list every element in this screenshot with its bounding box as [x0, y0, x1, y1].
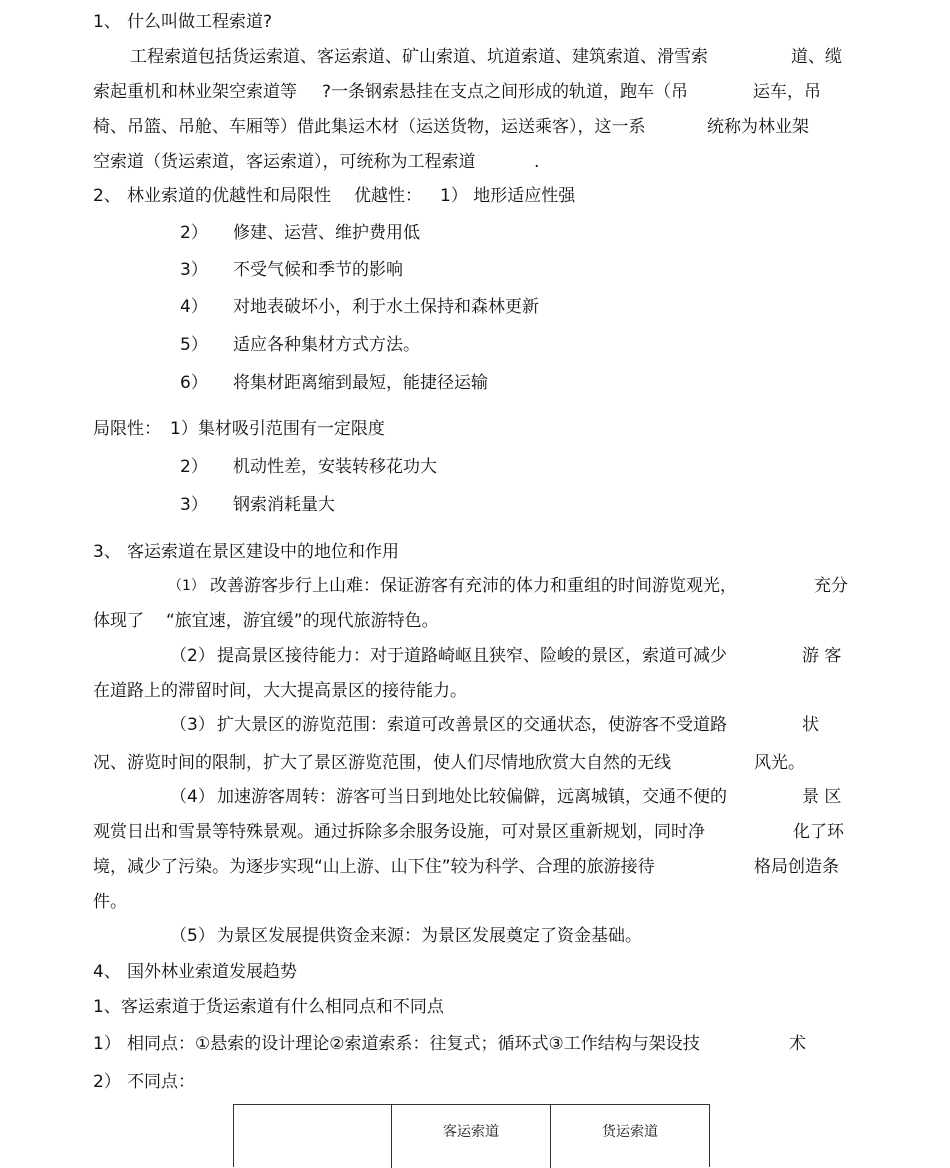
table-header-cell: 客运索道: [392, 1105, 551, 1168]
text-segment: 修建、运营、维护费用低: [233, 223, 420, 243]
text-segment: 2、: [93, 186, 121, 206]
text-segment: 5）: [180, 335, 208, 355]
text-segment: 2）: [180, 223, 208, 243]
text-segment: 1）集材吸引范围有一定限度: [170, 419, 385, 439]
text-segment: 况、游览时间的限制，扩大了景区游览范围，使人们尽情地欣赏大自然的无线: [93, 753, 671, 773]
text-segment: 统称为林业架: [707, 117, 809, 137]
text-segment: 化了环: [793, 822, 844, 842]
text-segment: 空索道（货运索道，客运索道），可统称为工程索道: [93, 152, 476, 172]
text-segment: 相同点：①悬索的设计理论②索道索系：往复式；循环式③工作结构与架设技: [127, 1034, 700, 1054]
text-segment: 对地表破坏小，利于水土保持和森林更新: [233, 297, 539, 317]
text-segment: 2）: [93, 1072, 121, 1092]
text-line: [0, 538, 950, 566]
text-segment: 机动性差，安装转移花功大: [233, 457, 437, 477]
text-segment: 将集材距离缩到最短，能捷径运输: [233, 373, 488, 393]
text-segment: 2）: [180, 457, 208, 477]
text-segment: “旅宜速，游宜缓”的现代旅游特色。: [166, 611, 439, 631]
text-segment: 加速游客周转：游客可当日到地处比较偏僻，远离城镇，交通不便的: [217, 787, 727, 807]
text-line: [0, 783, 950, 811]
text-segment: 1、: [93, 12, 121, 32]
text-segment: 改善游客步行上山难：保证游客有充沛的体力和重组的时间游览观光，: [210, 576, 737, 596]
comparison-table: [233, 1104, 710, 1167]
text-line: [0, 711, 950, 739]
table-header-cell: [234, 1105, 392, 1168]
text-segment: 扩大景区的游览范围：索道可改善景区的交通状态，使游客不受道路: [217, 715, 727, 735]
text-line: [0, 491, 950, 519]
text-segment: 提高景区接待能力：对于道路崎岖且狭窄、险峻的景区，索道可减少: [217, 646, 727, 666]
text-segment: 椅、吊篮、吊舱、车厢等）借此集运木材（运送货物，运送乘客），这一系: [93, 117, 646, 137]
text-segment: 件。: [93, 892, 127, 912]
text-segment: 游 客: [802, 646, 842, 666]
text-segment: 不同点：: [127, 1072, 195, 1092]
text-segment: 3）: [180, 260, 208, 280]
text-segment: 局限性：: [93, 419, 161, 439]
text-line: [0, 8, 950, 36]
text-segment: 林业索道的优越性和局限性: [127, 186, 331, 206]
text-line: [0, 453, 950, 481]
text-segment: （4）: [170, 787, 215, 807]
text-line: [0, 293, 950, 321]
text-segment: 6）: [180, 373, 208, 393]
text-line: [0, 182, 950, 210]
text-line: [0, 369, 950, 397]
text-line: [0, 677, 950, 705]
text-segment: 索起重机和林业架空索道等: [93, 82, 297, 102]
table-header-cell: 货运索道: [602, 1124, 658, 1140]
text-segment: 术: [789, 1034, 806, 1054]
text-segment: 1、客运索道于货运索道有什么相同点和不同点: [93, 997, 444, 1017]
text-segment: 观赏日出和雪景等特殊景观。通过拆除多余服务设施，可对景区重新规划，同时净: [93, 822, 705, 842]
text-segment: 优越性：: [354, 186, 422, 206]
text-segment: 运车，吊: [753, 82, 821, 102]
text-segment: 3）: [180, 495, 208, 515]
text-line: [0, 818, 950, 846]
text-line: [0, 219, 950, 247]
text-segment: 什么叫做工程索道?: [127, 12, 273, 32]
text-segment: 境，减少了污染。为逐步实现“山上游、山下住”较为科学、合理的旅游接待: [93, 857, 655, 877]
text-segment: .: [534, 152, 540, 172]
text-line: [0, 415, 950, 443]
text-segment: 格局创造条: [754, 857, 839, 877]
text-segment: 钢索消耗量大: [233, 495, 335, 515]
text-line: [0, 256, 950, 284]
text-line: [0, 43, 950, 71]
text-line: [0, 1030, 950, 1058]
text-segment: 4、: [93, 962, 121, 982]
text-segment: 国外林业索道发展趋势: [127, 962, 297, 982]
text-segment: 为景区发展提供资金来源：为景区发展奠定了资金基础。: [217, 926, 642, 946]
text-segment: ?一条钢索悬挂在支点之间形成的轨道，跑车（吊: [322, 82, 689, 102]
text-segment: 4）: [180, 297, 208, 317]
text-segment: 不受气候和季节的影响: [233, 260, 403, 280]
text-line: [0, 853, 950, 881]
text-segment: （2）: [170, 646, 215, 666]
text-segment: 风光。: [754, 753, 805, 773]
text-segment: 工程索道包括货运索道、客运索道、矿山索道、坑道索道、建筑索道、滑雪索: [130, 47, 708, 67]
text-segment: （1）: [168, 578, 205, 594]
text-line: [0, 1068, 950, 1096]
text-segment: 道、缆: [791, 47, 842, 67]
text-segment: 适应各种集材方式方法。: [233, 335, 420, 355]
text-segment: 充分: [814, 576, 848, 596]
text-line: [0, 993, 950, 1021]
text-segment: （5）: [170, 926, 215, 946]
text-segment: 1）: [93, 1034, 121, 1054]
text-line: [0, 113, 950, 141]
text-segment: 1） 地形适应性强: [440, 186, 576, 206]
text-segment: （3）: [170, 715, 215, 735]
text-segment: 体现了: [93, 611, 144, 631]
text-segment: 景 区: [802, 787, 842, 807]
text-line: [0, 572, 950, 600]
text-line: [0, 749, 950, 777]
text-line: [0, 607, 950, 635]
text-line: [0, 958, 950, 986]
text-segment: 3、: [93, 542, 121, 562]
text-line: [0, 148, 950, 176]
text-line: [0, 922, 950, 950]
text-segment: 客运索道在景区建设中的地位和作用: [127, 542, 399, 562]
text-line: [0, 331, 950, 359]
text-line: [0, 888, 950, 916]
text-segment: 状: [802, 715, 819, 735]
text-line: [0, 642, 950, 670]
text-line: [0, 78, 950, 106]
text-segment: 在道路上的滞留时间，大大提高景区的接待能力。: [93, 681, 467, 701]
